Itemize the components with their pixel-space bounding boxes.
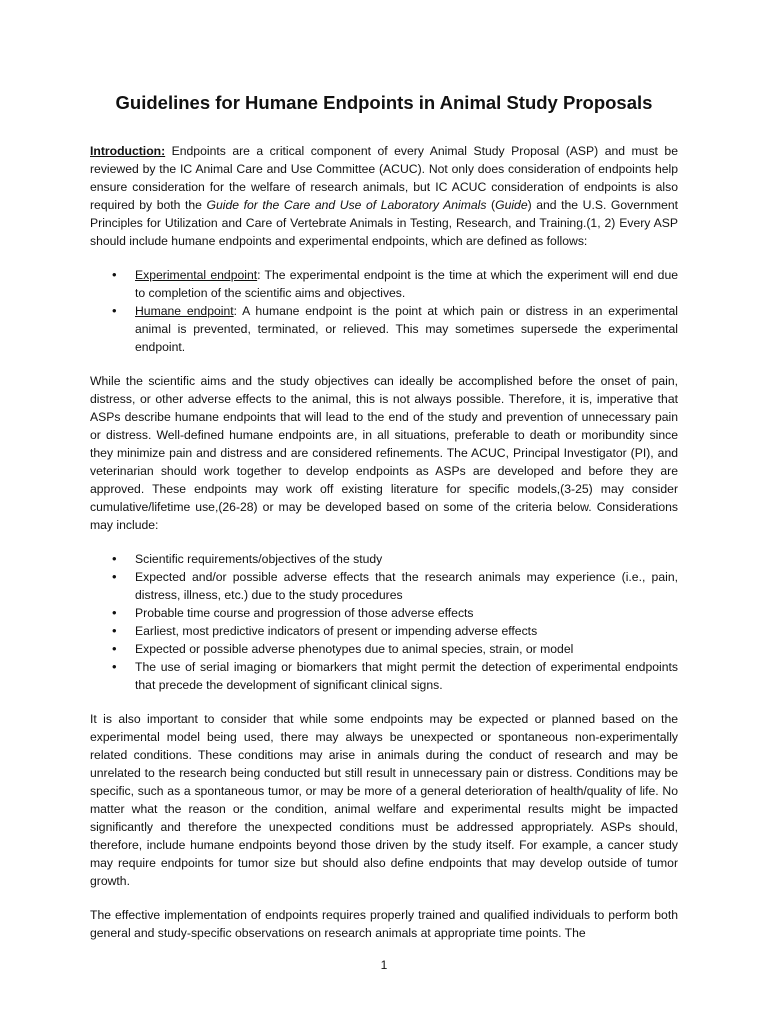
guide-abbr: Guide [495,198,528,212]
consideration-item: • The use of serial imaging or biomarkers that might permit the detection of experimental endpoints that precede the development of significant clinical signs. [90,658,678,694]
intro-text-3: ) and the U.S. Government Principles for Utilization and Care of Vertebrate Animals in Testing, Research, and Training.(1, 2) Every ASP should include humane endpoints and experimental endpoints, which are defined as follows: [90,198,678,248]
guide-title: Guide for the Care and Use of Laboratory Animals [206,198,487,212]
consideration-item: • Expected or possible adverse phenotypes due to animal species, strain, or model [90,640,678,658]
body-paragraph-3: It is also important to consider that while some endpoints may be expected or planned based on the experimental model being used, there may always be unexpected or spontaneous non-experimentally related conditions. These conditions may arise in animals during the conduct of research and may be unrelated to the research being conducted but still result in unnecessary pain or distress. Conditions may be specific, such as a spontaneous tumor, or may be more of a general deterioration of health/quality of life. No matter what the reason or the condition, animal welfare and experimental results might be impacted significantly and therefore the unexpected conditions must be addressed appropriately. ASPs should, therefore, include humane endpoints beyond those driven by the study itself. For example, a cancer study may require endpoints for tumor size but should also define endpoints that may develop outside of tumor growth. [90,712,678,888]
page-title: Guidelines for Humane Endpoints in Animal Study Proposals [115,92,653,113]
page-number: 1 [380,958,388,972]
intro-text-2: ( [486,198,496,212]
definition-term: Humane endpoint [135,304,234,318]
considerations-list [90,550,678,694]
definition-item [90,302,678,356]
body-paragraph-2: While the scientific aims and the study objectives can ideally be accomplished before the onset of pain, distress, or other adverse effects to the animal, this is not always possible. Therefore, it is, imperative that ASPs describe humane endpoints that will lead to the end of the study and prevention of unnecessary pain or distress. Well-defined humane endpoints are, in all situations, preferable to death or moribundity since they minimize pain and distress and are considered refinements. The ACUC, Principal Investigator (PI), and veterinarian should work together to develop endpoints as ASPs are developed and before they are approved. These endpoints may work off existing literature for specific models,(3-25) may consider cumulative/lifetime use,(26-28) or may be developed based on some of the criteria below. Considerations may include: [90,374,678,532]
definition-term: Experimental endpoint [135,268,258,282]
body-paragraph-4: The effective implementation of endpoints requires properly trained and qualified individuals to perform both general and study-specific observations on research animals at appropriate time points. The [90,908,678,940]
consideration-item: • Earliest, most predictive indicators of present or impending adverse effects [90,622,678,640]
consideration-item: • Scientific requirements/objectives of the study [90,550,678,568]
definition-text: : A humane endpoint is the point at which pain or distress in an experimental animal is prevented, terminated, or relieved. This may sometimes supersede the experimental endpoint. [135,304,679,354]
definition-text: : The experimental endpoint is the time at which the experiment will end due to completion of the scientific aims and objectives. [135,268,678,300]
intro-paragraph [90,142,678,250]
consideration-item: • Expected and/or possible adverse effects that the research animals may experience (i.e., pain, distress, illness, etc.) due to the study procedures [90,568,678,604]
document-body [90,142,678,958]
consideration-item: • Probable time course and progression of those adverse effects [90,604,678,622]
definitions-list [90,266,678,356]
intro-label: Introduction: [90,144,166,158]
definition-item [90,266,678,302]
intro-text-1: Endpoints are a critical component of every Animal Study Proposal (ASP) and must be reviewed by the IC Animal Care and Use Committee (ACUC). Not only does consideration of endpoints help ensure consideration for the welfare of research animals, but IC ACUC consideration of endpoints is also required by both the [90,144,678,212]
